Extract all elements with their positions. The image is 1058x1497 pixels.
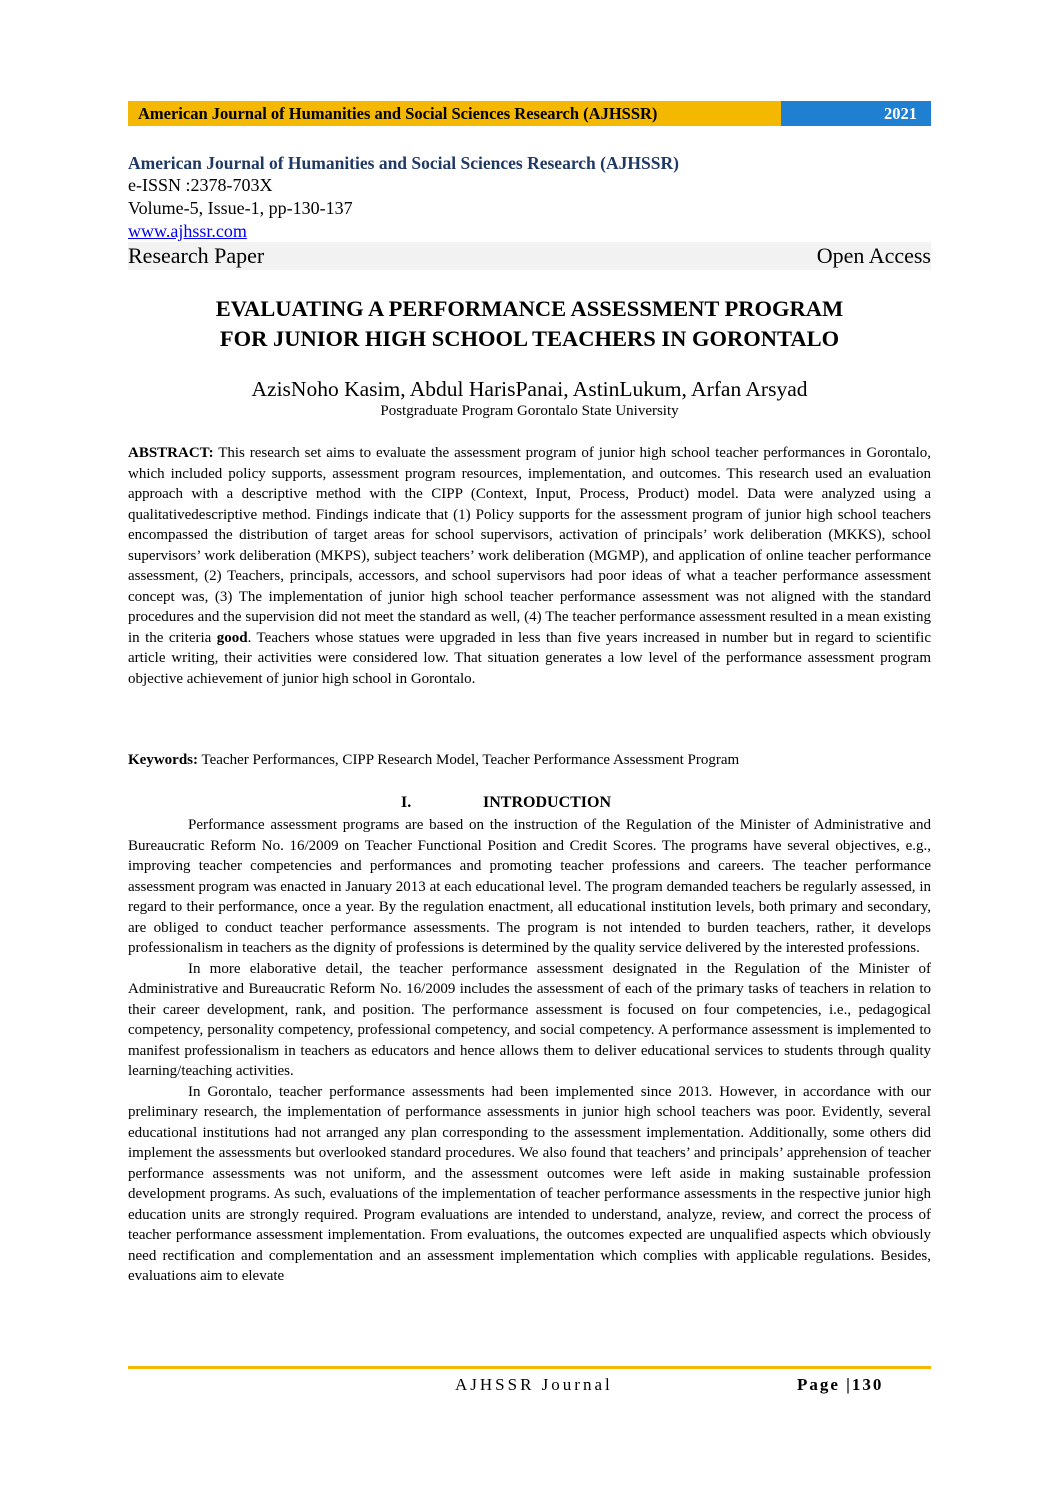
affiliation: Postgraduate Program Gorontalo State University	[380, 403, 679, 419]
paragraph: In Gorontalo, teacher performance assessments had been implemented since 2013. However, in accordance with our preliminary research, the implementation of performance assessments in junior high school teachers was poor. Evidently, several educational institutions had not arranged any plan corresponding to the assessment implementation. Additionally, some others did implement the assessments but overlooked standard procedures. We also found that teachers’ and principals’ apprehension of teacher performance assessments was not uniform, and the assessment outcomes were left aside in making sustainable profession development programs. As such, evaluations of the implementation of teacher performance assessments in the respective junior high education units are strongly required. Program evaluations are intended to understand, analyze, review, and correct the process of teacher performance assessment implementation. From evaluations, the outcomes expected are unqualified aspects which obviously need rectification and complementation and an assessment implementation which complies with applicable regulations. Besides, evaluations aim to elevate	[128, 1083, 931, 1284]
issn: e-ISSN :2378-703X	[128, 175, 273, 195]
journal-info-block	[128, 152, 931, 270]
journal-name: American Journal of Humanities and Social Sciences Research (AJHSSR)	[128, 153, 679, 173]
footer-rule	[128, 1366, 931, 1369]
paragraph: Performance assessment programs are based on the instruction of the Regulation of the Minister of Administrative and Bureaucratic Reform No. 16/2009 on Teacher Functional Position and Credit Scores. The programs have several objectives, e.g., improving teacher competencies and performances and promoting teacher professions and careers. The teacher performance assessment program was enacted in January 2013 at each educational level. The program demanded teachers be regularly assessed, in regard to their performance, once a year. By the regulation enactment, all educational institution levels, both primary and secondary, are obliged to conduct teacher performance assessments. The program is not intended to burden teachers, rather, it develops professionalism in teachers as the dignity of professions is determined by the quality service delivered by the interested professions.	[128, 817, 931, 956]
keywords-text: Teacher Performances, CIPP Research Model, Teacher Performance Assessment Program	[198, 752, 740, 768]
abstract-label: ABSTRACT:	[128, 445, 214, 461]
volume-issue-pages: Volume-5, Issue-1, pp-130-137	[128, 198, 353, 218]
authors: AzisNoho Kasim, Abdul HarisPanai, AstinLukum, Arfan Arsyad	[251, 377, 808, 401]
running-header	[128, 101, 931, 126]
paper-type-row	[128, 242, 931, 270]
paper-title-line-2: FOR JUNIOR HIGH SCHOOL TEACHERS IN GORONTALO	[219, 326, 840, 351]
paragraph: In more elaborative detail, the teacher performance assessment designated in the Regulation of the Minister of Administrative and Bureaucratic Reform No. 16/2009 includes the assessment of each of the primary tasks of teachers in relation to their career development, rank, and position. The performance assessment is focused on four competencies, i.e., pedagogical competency, personality competency, professional competency, and social competency. A performance assessment is implemented to manifest professionalism in teachers as educators and hence allows them to deliver educational services to students through quality learning/teaching activities.	[128, 960, 931, 1079]
abstract-text-part-2: . Teachers whose statues were upgraded in less than five years increased in number but in regard to scientific article writing, their activities were considered low. That situation generates a low level of the performance assessment program objective achievement of junior high school in Gorontalo.	[128, 629, 932, 687]
journal-website-link[interactable]: www.ajhssr.com	[128, 221, 247, 241]
footer-page-number: Page |130	[797, 1375, 884, 1394]
keywords-label: Keywords:	[128, 752, 198, 768]
introduction-body	[128, 815, 931, 1287]
open-access-label: Open Access	[816, 243, 931, 268]
paper-title-line-1: EVALUATING A PERFORMANCE ASSESSMENT PROGRAM	[215, 296, 844, 321]
abstract-emphasis-good: good	[216, 629, 248, 646]
section-title: INTRODUCTION	[483, 794, 612, 811]
keywords	[128, 750, 931, 770]
abstract	[128, 443, 931, 689]
paper-title	[128, 294, 931, 354]
paper-type-label: Research Paper	[128, 243, 265, 268]
running-header-year: 2021	[781, 101, 931, 126]
section-number: I.	[401, 794, 412, 811]
footer-journal-name: AJHSSR Journal	[455, 1375, 613, 1394]
running-header-journal-title: American Journal of Humanities and Social Sciences Research (AJHSSR)	[128, 101, 781, 126]
abstract-text-part-1: This research set aims to evaluate the assessment program of junior high school teacher performances in Gorontalo, which included policy supports, assessment program resources, implementation, and outcomes. This research used an evaluation approach with a descriptive method with the CIPP (Context, Input, Process, Product) model. Data were analyzed using a qualitativedescriptive method. Findings indicate that (1) Policy supports for the assessment program of junior high school teachers encompassed the distribution of target areas for school supervisors, activation of principals’ work deliberation (MKKS), school supervisors’ work deliberation (MKPS), subject teachers’ work deliberation (MGMP), and application of online teacher performance assessment, (2) Teachers, principals, accessors, and school supervisors had poor ideas of what a teacher performance assessment concept was, (3) The implementation of junior high school teacher performance assessment was not aligned with the standard procedures and the supervision did not meet the standard as well, (4) The teacher performance assessment resulted in a mean existing in the criteria	[128, 445, 931, 646]
